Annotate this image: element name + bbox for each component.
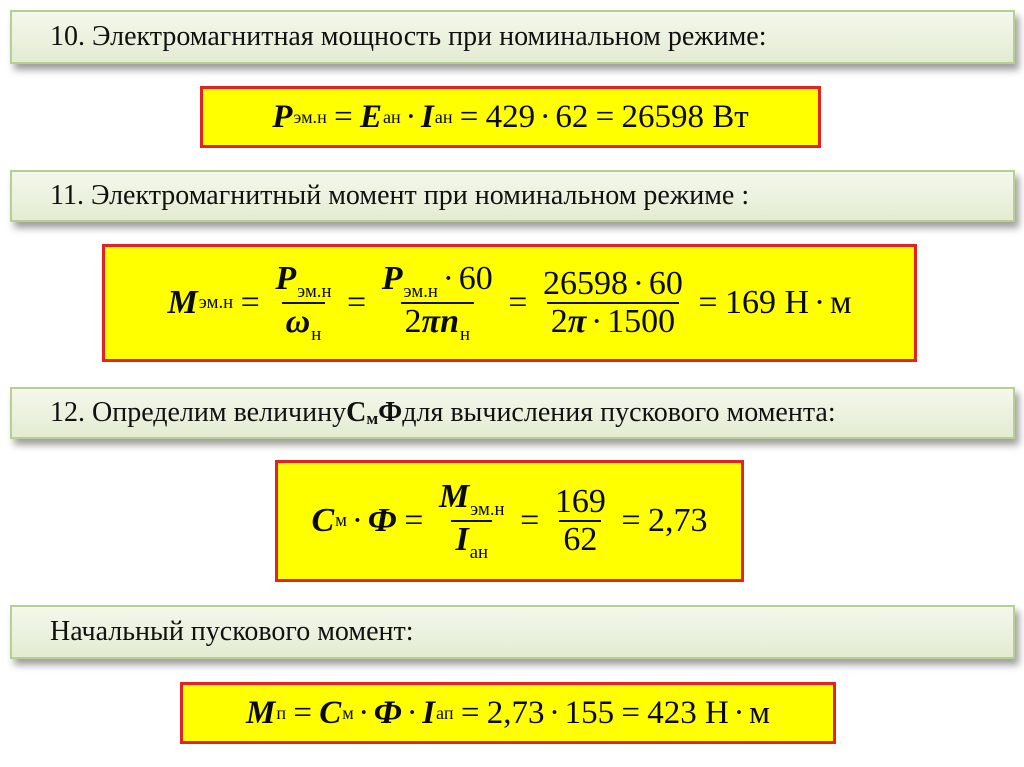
section-12-text-after: для вычисления пускового момента: xyxy=(402,397,836,428)
symbol-F: Ф xyxy=(373,694,402,731)
symbol-P: P xyxy=(381,259,403,297)
value-2-73: 2,73 xyxy=(486,694,545,731)
sub-an: ан xyxy=(434,106,453,127)
equals-sign: = xyxy=(520,502,540,539)
equals-sign: = xyxy=(404,502,424,539)
symbol-C: C xyxy=(319,694,342,731)
result-value: 26598 xyxy=(621,98,705,135)
equals-sign: = xyxy=(459,98,479,135)
dot-operator: · xyxy=(405,98,417,135)
value-169: 169 xyxy=(554,483,606,521)
section-12-text-before: Определим величину xyxy=(92,397,347,428)
symbol-M: M xyxy=(167,284,198,321)
equals-sign: = xyxy=(334,98,353,135)
result-value: 423 xyxy=(647,694,697,731)
dot-operator: · xyxy=(591,303,603,340)
section-11-text: Электромагнитный момент при номинальном режиме : xyxy=(90,180,750,211)
symbol-F: Ф xyxy=(367,502,397,539)
value-155: 155 xyxy=(564,694,615,731)
fraction-169-over-62 xyxy=(551,484,610,557)
symbol-n: n xyxy=(440,303,459,340)
formula-box-cmf xyxy=(275,460,744,582)
unit-newton: Н xyxy=(705,694,729,731)
sub-m: м xyxy=(366,409,379,429)
value-62: 62 xyxy=(559,520,601,558)
dot-operator: · xyxy=(539,98,551,135)
value-2: 2 xyxy=(550,303,568,340)
equals-sign: = xyxy=(621,502,641,539)
unit-newton: Н xyxy=(784,284,810,321)
sub-em-n: эм.н xyxy=(198,292,234,313)
sub-ap: ап xyxy=(436,702,454,723)
section-11-band xyxy=(10,170,1015,222)
dot-operator: · xyxy=(442,259,454,297)
sub-em-n: эм.н xyxy=(403,281,438,303)
symbol-I: I xyxy=(455,521,469,558)
sub-an: ан xyxy=(469,542,488,564)
value-26598: 26598 xyxy=(543,265,629,303)
sub-m: м xyxy=(335,510,347,531)
dot-operator: · xyxy=(549,694,561,731)
value-60: 60 xyxy=(458,259,493,297)
equals-sign: = xyxy=(293,694,312,731)
symbol-I: I xyxy=(420,98,434,135)
equals-sign: = xyxy=(621,694,641,731)
sub-em-n: эм.н xyxy=(297,281,332,303)
section-start-text: Начальный пускового момент: xyxy=(50,616,414,647)
result-value: 2,73 xyxy=(648,502,708,539)
section-12-number: 12. xyxy=(50,397,85,428)
symbol-pi: π xyxy=(421,303,441,340)
equals-sign: = xyxy=(240,284,260,321)
dot-operator: · xyxy=(351,502,364,539)
symbol-omega: ω xyxy=(285,303,311,340)
dot-operator: · xyxy=(813,284,826,321)
equals-sign: = xyxy=(460,694,480,731)
sub-em-n: эм.н xyxy=(470,499,505,521)
equals-sign: = xyxy=(595,98,615,135)
dot-operator: · xyxy=(406,694,418,731)
section-start-band xyxy=(10,605,1015,659)
sub-p: п xyxy=(276,702,287,723)
value-2: 2 xyxy=(404,303,422,340)
symbol-M: M xyxy=(438,477,470,515)
sub-m: м xyxy=(342,702,354,723)
section-10-band xyxy=(10,10,1015,64)
sub-n: н xyxy=(311,324,322,346)
fraction-P-over-omega xyxy=(271,261,335,345)
symbol-C: С xyxy=(346,397,367,428)
symbol-P: P xyxy=(272,98,293,135)
section-10-number: 10. xyxy=(50,21,85,52)
symbol-E: E xyxy=(359,98,382,135)
formula-box-power xyxy=(200,86,821,148)
section-12-band xyxy=(10,387,1015,439)
symbol-I: I xyxy=(422,694,436,731)
formula-box-torque xyxy=(102,244,917,362)
dot-operator: · xyxy=(632,265,645,303)
dot-operator: · xyxy=(733,694,745,731)
sub-an: ан xyxy=(382,106,401,127)
fraction-numeric xyxy=(539,266,687,339)
fraction-M-over-I xyxy=(435,479,509,563)
result-value: 169 xyxy=(725,284,777,321)
symbol-C: C xyxy=(311,502,335,539)
equals-sign: = xyxy=(508,284,528,321)
section-10-text: Электромагнитная мощность при номинальном режиме: xyxy=(92,21,767,52)
unit-meter: м xyxy=(749,694,770,731)
value-62: 62 xyxy=(555,98,589,135)
symbol-P: P xyxy=(275,259,297,297)
value-429: 429 xyxy=(485,98,536,135)
sub-n: н xyxy=(459,324,470,346)
value-1500: 1500 xyxy=(607,303,676,340)
equals-sign: = xyxy=(698,284,718,321)
symbol-pi: π xyxy=(567,303,587,340)
section-11-number: 11. xyxy=(50,180,84,211)
unit-watt: Вт xyxy=(712,98,749,135)
symbol-M: M xyxy=(246,694,276,731)
formula-box-start-torque xyxy=(180,682,836,744)
symbol-F: Ф xyxy=(378,397,403,428)
equals-sign: = xyxy=(347,284,367,321)
fraction-P60-over-2pin xyxy=(378,261,497,345)
sub-em-n: эм.н xyxy=(293,106,327,127)
dot-operator: · xyxy=(358,694,370,731)
unit-meter: м xyxy=(829,284,852,321)
value-60: 60 xyxy=(648,265,683,303)
